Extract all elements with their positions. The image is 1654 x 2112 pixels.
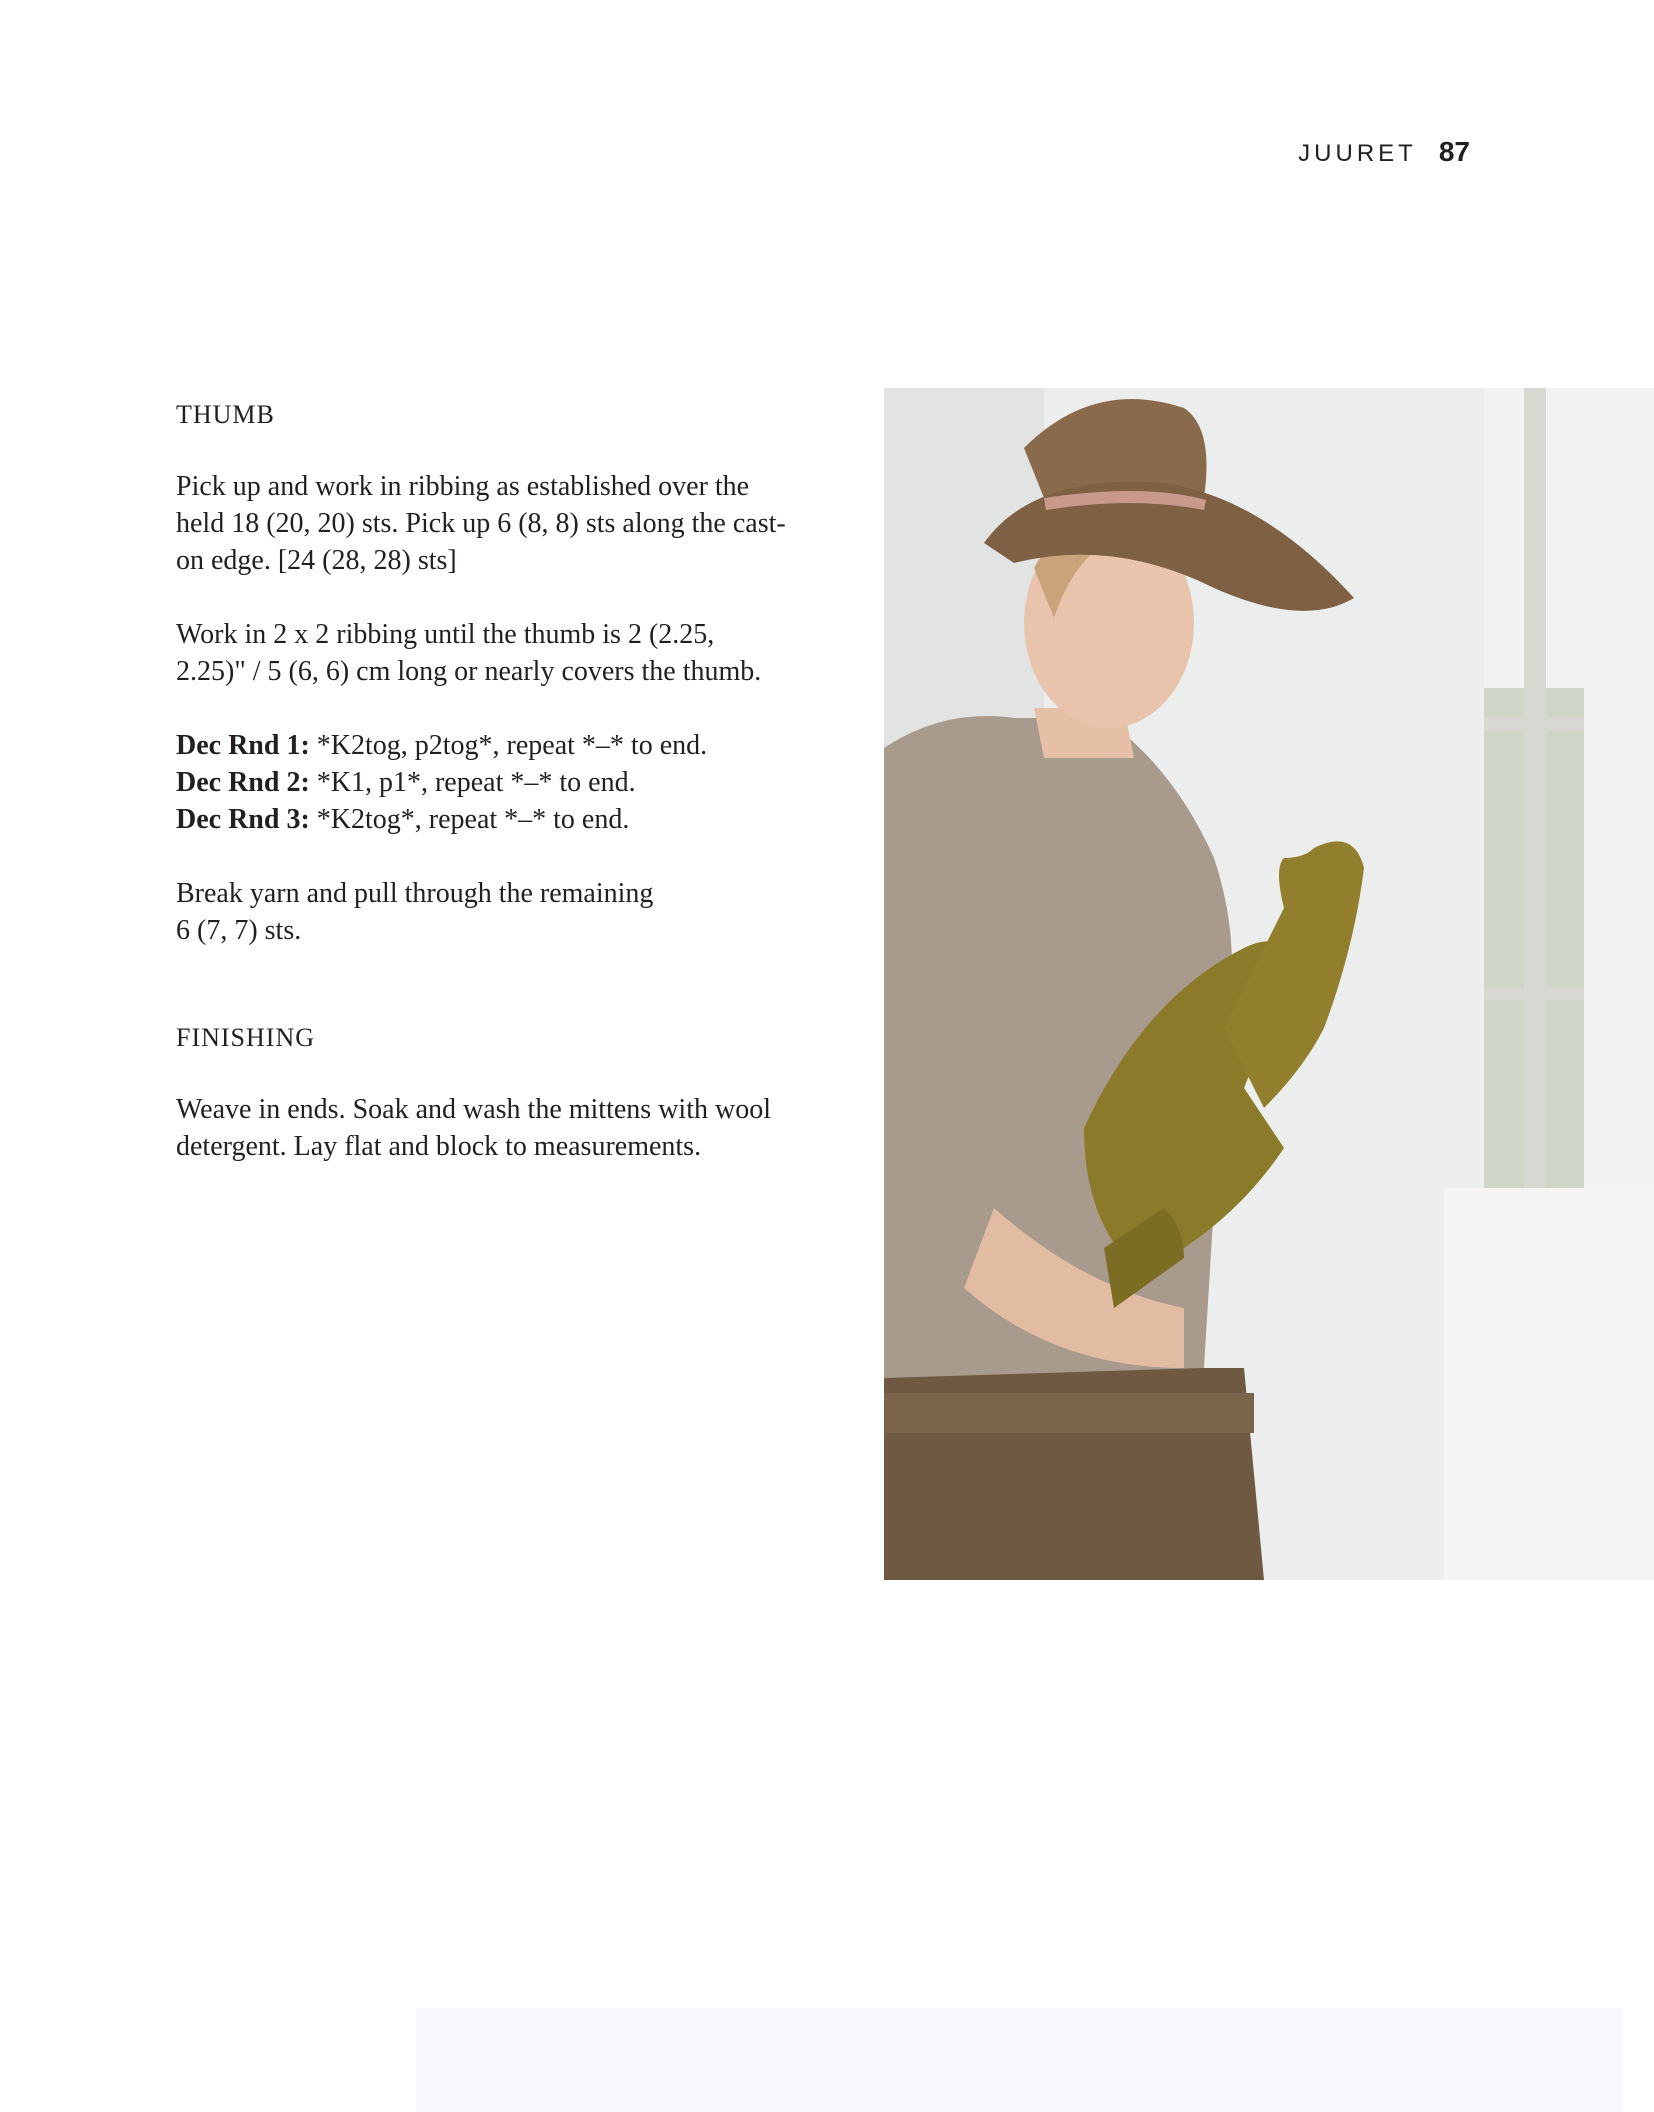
decrease-rounds xyxy=(176,727,816,838)
model-photo-illustration xyxy=(884,388,1654,1580)
dec-round-3 xyxy=(176,801,816,838)
dec-round-2 xyxy=(176,764,816,801)
thumb-paragraph-pickup: Pick up and work in ribbing as established over the held 18 (20, 20) sts. Pick up 6 (8, 8) sts along the cast- on edge. [24 (28, 28) sts] xyxy=(176,471,786,576)
section-name: JUURET xyxy=(1298,140,1417,167)
model-photo xyxy=(884,388,1654,1580)
dec-round-1-text: *K2tog, p2tog*, repeat *–* to end. xyxy=(309,730,708,761)
dec-round-2-label: Dec Rnd 2: xyxy=(176,767,310,798)
thumb-paragraph-ribbing: Work in 2 x 2 ribbing until the thumb is 2 (2.25, 2.25)" / 5 (6, 6) cm long or nearly covers the thumb. xyxy=(176,619,762,687)
running-header xyxy=(1298,136,1470,168)
footer-band xyxy=(416,2008,1622,2112)
thumb-paragraph-finish: Break yarn and pull through the remaining 6 (7, 7) sts. xyxy=(176,878,654,946)
white-cloth xyxy=(1444,1188,1654,1580)
dec-round-1 xyxy=(176,727,816,764)
finishing-heading: FINISHING xyxy=(176,1023,315,1052)
dec-round-1-label: Dec Rnd 1: xyxy=(176,730,310,761)
dec-round-2-text: *K1, p1*, repeat *–* to end. xyxy=(309,767,636,798)
window-frame xyxy=(1524,388,1546,1288)
window-bar-2 xyxy=(1484,988,1584,1000)
belt xyxy=(884,1393,1254,1433)
page-number: 87 xyxy=(1438,136,1470,167)
thumb-heading: THUMB xyxy=(176,400,275,429)
pattern-text xyxy=(176,400,816,1165)
window-bar-1 xyxy=(1484,718,1584,730)
finishing-paragraph: Weave in ends. Soak and wash the mittens with wool detergent. Lay flat and block to measurements. xyxy=(176,1094,771,1162)
dec-round-3-text: *K2tog*, repeat *–* to end. xyxy=(309,804,630,835)
dec-round-3-label: Dec Rnd 3: xyxy=(176,804,310,835)
